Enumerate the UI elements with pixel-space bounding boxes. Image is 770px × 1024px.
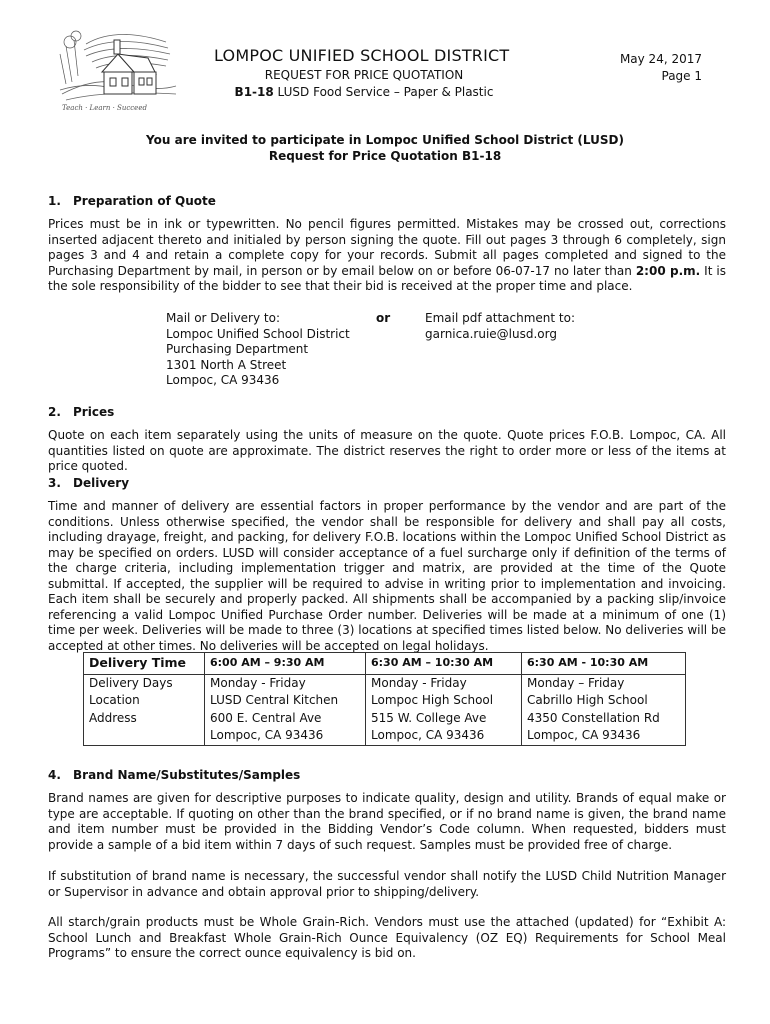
table-cell: Monday – Friday <box>522 674 686 692</box>
section-1-body <box>48 217 726 295</box>
table-header-cell: Delivery Time <box>84 653 205 675</box>
table-row <box>84 674 686 692</box>
section-4-paragraph-1: Brand names are given for descriptive purposes to indicate quality, design and utility. Brands of equal make or type are acceptable. If quoting on other than the brand specified, or if no brand name is given, the brand name and item number must be provided in the Bidding Vendor’s Code column. When requested, bidders must provide a sample of a bid item within 7 days of such request. Samples must be provided free of charge. <box>48 791 726 852</box>
table-cell: 515 W. College Ave <box>366 710 522 728</box>
section-1-number: 1. <box>48 194 61 208</box>
table-cell: LUSD Central Kitchen <box>205 692 366 710</box>
table-cell: Lompoc, CA 93436 <box>522 727 686 745</box>
section-3-body: Time and manner of delivery are essential factors in proper performance by the vendor and are part of the conditions. Unless otherwise specified, the vendor shall be responsible for delivery and shall pay all costs, including drayage, freight, and packing, for delivery F.O.B. locations within the Lompoc Unified School District as may be specified on orders. LUSD will consider acceptance of a fuel surcharge only if definition of the terms of the charge criteria, including implementation trigger and matrix, are provided at the time of the Quote submittal. If accepted, the supplier will be required to advise in writing prior to implementation and invoicing. Each item shall be securely and properly packed. All shipments shall be accompanied by a packing slip/invoice referencing a valid Lompoc Unified Purchase Order number. Deliveries will be made at a minimum of one (1) time per week. Deliveries will be made to three (3) locations at specified times listed below. No deliveries will be accepted at other times. No deliveries will be accepted on legal holidays. <box>48 499 726 653</box>
mail-line: Mail or Delivery to: <box>166 311 280 325</box>
section-4-title: Brand Name/Substitutes/Samples <box>73 768 301 782</box>
table-header-cell: 6:30 AM - 10:30 AM <box>522 653 686 675</box>
mail-line: Lompoc Unified School District <box>166 326 350 341</box>
table-cell: Monday - Friday <box>205 674 366 692</box>
table-cell: 4350 Constellation Rd <box>522 710 686 728</box>
page-number: Page 1 <box>661 69 702 83</box>
mail-line: Purchasing Department <box>166 342 309 356</box>
table-cell <box>84 727 205 745</box>
section-3-title: Delivery <box>73 476 130 490</box>
section-4-paragraph-2: If substitution of brand name is necessary, the successful vendor shall notify the LUSD Child Nutrition Manager or Supervisor in advance and obtain approval prior to shipping/delivery. <box>48 869 726 899</box>
mail-line: 1301 North A Street <box>166 357 287 372</box>
district-title: LOMPOC UNIFIED SCHOOL DISTRICT <box>214 46 510 65</box>
table-cell: Delivery Days <box>84 674 205 692</box>
table-header-cell: 6:30 AM – 10:30 AM <box>366 653 522 675</box>
mail-address-block <box>166 311 350 389</box>
section-1-text: Prices must be in ink or typewritten. No pencil figures permitted. Mistakes may be crossed out, corrections inserted adjacent thereto and initialed by person signing the quote. Fill out pages 3 through 6 completely, sign pages 3 and 4 and retain a complete copy for your records. Submit all pages completed and signed to the Purchasing Department by mail, in person or by email below on or before 06-07-17 no later than <box>48 217 726 278</box>
document-date: May 24, 2017 <box>619 52 702 66</box>
table-row <box>84 692 686 710</box>
section-2-body: Quote on each item separately using the units of measure on the quote. Quote prices F.O.B. Lompoc, CA. All quantities listed on quote are approximate. The district reserves the right to order more or less of the items at price quoted. <box>48 428 726 473</box>
section-1-title: Preparation of Quote <box>73 194 216 208</box>
section-1-heading <box>48 194 216 208</box>
table-cell: 600 E. Central Ave <box>205 710 366 728</box>
delivery-schedule-table <box>83 652 686 746</box>
table-cell: Cabrillo High School <box>522 692 686 710</box>
table-header-cell: 6:00 AM – 9:30 AM <box>205 653 366 675</box>
email-block <box>425 311 575 342</box>
section-4-paragraph-3: All starch/grain products must be Whole Grain-Rich. Vendors must use the attached (updated) for “Exhibit A: School Lunch and Breakfast Whole Grain-Rich Ounce Equivalency (OZ EQ) Requirements for School Meal Programs” to ensure the correct ounce equivalency is bid on. <box>48 915 726 960</box>
invitation-heading <box>60 132 710 164</box>
section-1-text-end: It is the sole responsibility of the bidder to see that their bid is received at the proper time and place. <box>48 263 726 293</box>
section-4-number: 4. <box>48 768 61 782</box>
table-row <box>84 727 686 745</box>
section-4-heading <box>48 768 300 782</box>
table-cell: Monday - Friday <box>366 674 522 692</box>
email-instruction: Email pdf attachment to: <box>425 311 575 325</box>
or-separator: or <box>376 311 391 325</box>
table-row <box>84 710 686 728</box>
section-3-heading <box>48 476 129 490</box>
logo-caption: Teach · Learn · Succeed <box>62 104 147 112</box>
invitation-line-2: Request for Price Quotation B1-18 <box>268 149 502 163</box>
bid-description: LUSD Food Service – Paper & Plastic <box>273 85 494 99</box>
invitation-line-1: You are invited to participate in Lompoc Unified School District (LUSD) <box>146 133 624 147</box>
document-type: REQUEST FOR PRICE QUOTATION <box>264 68 464 82</box>
district-logo <box>56 24 182 124</box>
section-2-heading <box>48 405 114 419</box>
table-cell: Lompoc, CA 93436 <box>366 727 522 745</box>
table-cell: Lompoc, CA 93436 <box>205 727 366 745</box>
section-2-title: Prices <box>73 405 115 419</box>
table-header-row <box>84 653 686 675</box>
mail-line: Lompoc, CA 93436 <box>166 373 280 387</box>
bid-title <box>214 85 514 99</box>
email-address-link[interactable]: garnica.ruie@lusd.org <box>425 326 557 341</box>
table-cell: Location <box>84 692 205 710</box>
section-2-number: 2. <box>48 405 61 419</box>
bid-number: B1-18 <box>234 85 274 99</box>
section-3-number: 3. <box>48 476 61 490</box>
table-cell: Address <box>84 710 205 728</box>
table-cell: Lompoc High School <box>366 692 522 710</box>
deadline-time: 2:00 p.m. <box>635 263 701 278</box>
